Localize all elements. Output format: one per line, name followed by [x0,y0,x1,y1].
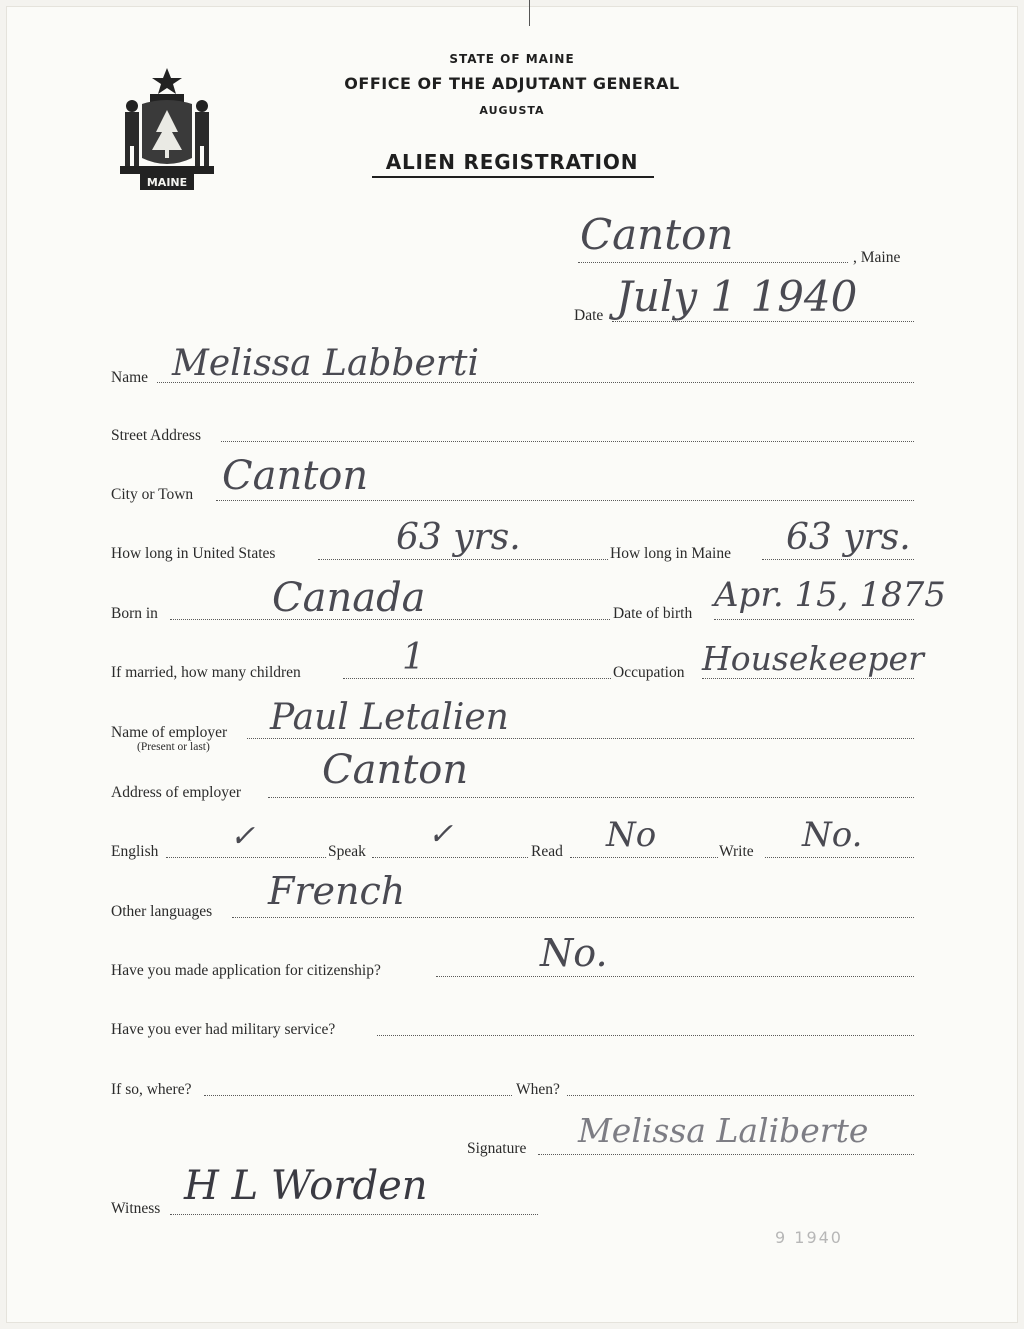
employer-name-label: Name of employer [111,724,228,741]
name-entry: Melissa Labberti [172,343,480,384]
employer-name-line [247,738,914,739]
when-line [567,1095,914,1096]
write-line [765,857,914,858]
children-entry: 1 [402,637,425,678]
military-label: Have you ever had military service? [111,1021,336,1038]
english-line [166,857,326,858]
date-line [612,321,914,322]
how-long-us-line [318,559,608,560]
military-line [377,1035,914,1036]
write-entry: No. [802,815,863,855]
date-label: Date [574,307,604,324]
maine-label: , Maine [853,249,901,266]
date-entry: July 1 1940 [616,272,858,321]
speak-line [372,857,528,858]
occupation-line [702,678,914,679]
how-long-us-label: How long in United States [111,545,276,562]
signature-label: Signature [467,1140,527,1157]
form-title: ALIEN REGISTRATION [385,150,639,174]
witness-line [170,1214,538,1215]
city-entry: Canton [222,453,369,499]
city-line [216,500,914,501]
name-label: Name [111,369,149,386]
occupation-entry: Housekeeper [702,639,924,678]
where-line [204,1095,512,1096]
speak-entry: ✓ [428,817,454,852]
citizenship-label: Have you made application for citizenship? [111,962,381,979]
how-long-maine-label: How long in Maine [610,545,731,562]
how-long-maine-entry: 63 yrs. [786,517,911,558]
signature-line [538,1154,914,1155]
employer-address-line [268,797,914,798]
other-languages-entry: French [268,869,406,913]
town-entry: Canton [580,210,734,259]
signature-entry: Melissa Laliberte [578,1111,869,1150]
employer-address-label: Address of employer [111,784,241,801]
born-in-entry: Canada [272,575,426,621]
town-line [578,262,848,263]
date-of-birth-entry: Apr. 15, 1875 [714,575,946,615]
street-address-line [221,441,914,442]
other-languages-line [232,917,914,918]
city-label: City or Town [111,486,194,503]
read-label: Read [531,843,563,860]
english-label: English [111,843,159,860]
seal-text: MAINE [146,176,188,189]
where-label: If so, where? [111,1081,192,1098]
street-address-label: Street Address [111,427,201,444]
date-of-birth-label: Date of birth [613,605,693,622]
when-label: When? [516,1081,560,1098]
children-line [343,678,611,679]
witness-entry: H L Worden [184,1163,428,1209]
children-label: If married, how many children [111,664,301,681]
citizenship-line [436,976,914,977]
top-mark [529,0,530,26]
header-office: OFFICE OF THE ADJUTANT GENERAL [344,74,680,93]
occupation-label: Occupation [613,664,685,681]
born-in-label: Born in [111,605,158,622]
read-line [570,857,718,858]
employer-note: (Present or last) [137,741,210,753]
how-long-maine-line [762,559,914,560]
read-entry: No [606,815,657,855]
header-state: STATE OF MAINE [449,52,575,66]
witness-label: Witness [111,1200,161,1217]
other-languages-label: Other languages [111,903,213,920]
header-city: AUGUSTA [479,104,545,117]
employer-address-entry: Canton [322,747,469,793]
received-stamp: 9 1940 [775,1228,843,1247]
write-label: Write [719,843,754,860]
title-underline [372,176,654,178]
speak-label: Speak [328,843,366,860]
how-long-us-entry: 63 yrs. [396,517,521,558]
date-of-birth-line [714,619,914,620]
english-entry: ✓ [230,819,256,854]
employer-name-entry: Paul Letalien [270,697,509,738]
citizenship-entry: No. [540,931,608,975]
